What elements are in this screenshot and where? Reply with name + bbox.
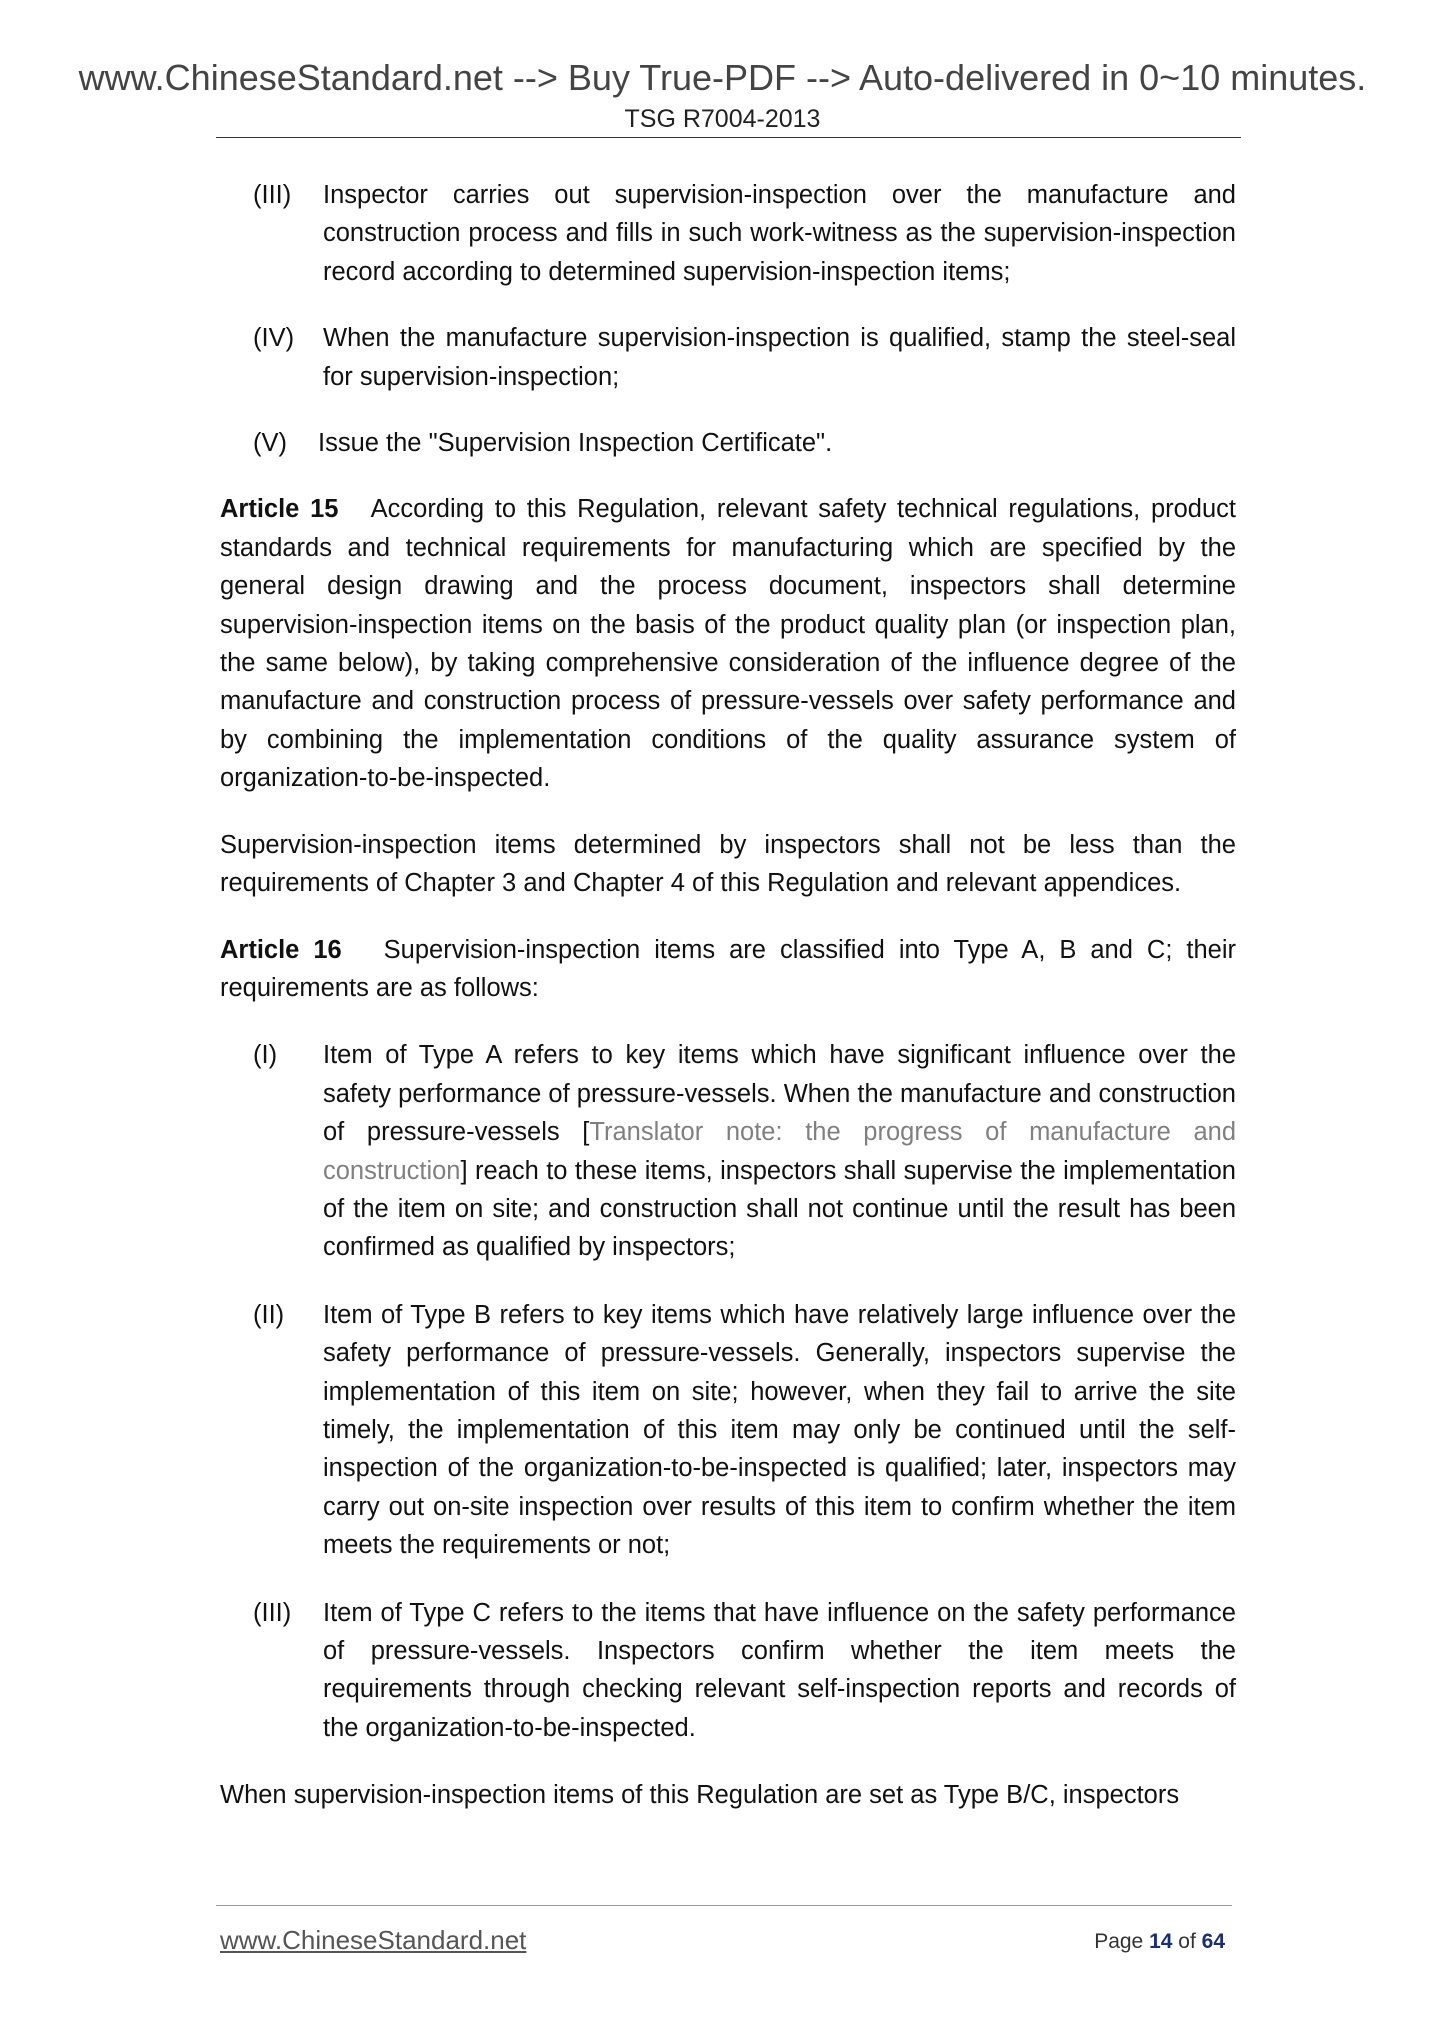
- header-divider: [216, 137, 1241, 138]
- article-15-paragraph-2: Supervision-inspection items determined by inspectors shall not be less than the requirements of Chapter 3 and Chapter 4 of this Regulation and relevant appendices.: [220, 830, 1236, 898]
- list-item: [220, 424, 1236, 462]
- page-content: [220, 176, 1236, 1815]
- list-item-number: (V): [253, 429, 287, 458]
- article-15-paragraph: [220, 490, 1236, 797]
- footer-website-link[interactable]: www.ChineseStandard.net: [220, 1925, 527, 1955]
- list-item-number: (I): [253, 1041, 278, 1070]
- article-15-text: According to this Regulation, relevant safety technical regulations, product standards and technical requirements for manufacturing which are specified by the general design drawing and the process document, inspectors shall determine supervision-inspection items on the basis of the product quality plan (or inspection plan, the same below), by taking comprehensive consideration of the influence degree of the manufacture and construction process of pressure-vessels over safety performance and by combining the implementation conditions of the quality assurance system of organization-to-be-inspected.: [220, 495, 1237, 793]
- list-item: [220, 319, 1236, 396]
- closing-paragraph: When supervision-inspection items of this Regulation are set as Type B/C, inspectors: [220, 1781, 1180, 1810]
- current-page: 14: [1149, 1930, 1173, 1953]
- translator-note: Translator note: the progress of manufacture and construction: [323, 1118, 1236, 1185]
- list-item: [220, 1036, 1236, 1266]
- footer-divider: [216, 1905, 1232, 1906]
- page-number: [1094, 1928, 1225, 1956]
- list-item-text-part: Item of Type A refers to key items which have significant influence over the safety performance of pressure-vessels. When the manufacture and construction of pressure-vessels [: [323, 1041, 1236, 1147]
- list-item-text: When the manufacture supervision-inspection is qualified, stamp the steel-seal for supervision-inspection;: [323, 324, 1236, 391]
- article-15-label: Article 15: [220, 495, 339, 524]
- total-pages: 64: [1201, 1930, 1225, 1953]
- page-of-label: of: [1178, 1930, 1196, 1953]
- article-16-label: Article 16: [220, 935, 342, 964]
- list-item-text: [323, 1036, 1236, 1266]
- list-item-number: (IV): [253, 324, 295, 353]
- list-item: [220, 1594, 1236, 1748]
- list-item-number: (III): [253, 1598, 292, 1627]
- list-item-number: (II): [253, 1300, 285, 1329]
- list-item-text: Item of Type C refers to the items that have influence on the safety performance of pressure-vessels. Inspectors confirm whether the item meets the requirements through checking relevant self-inspection reports and records of the organization-to-be-inspected.: [323, 1598, 1236, 1742]
- list-item: [220, 1296, 1236, 1565]
- list-item-text-part: ] reach to these items, inspectors shall supervise the implementation of the item on site; and construction shall not continue until the result has been confirmed as qualified by inspectors;: [323, 1156, 1236, 1262]
- page-label: Page: [1094, 1930, 1144, 1953]
- article-16-paragraph: [220, 931, 1236, 1008]
- list-item-number: (III): [253, 181, 292, 209]
- list-item-text: Issue the "Supervision Inspection Certificate".: [318, 429, 833, 458]
- list-item-text: Item of Type B refers to key items which have relatively large influence over the safety performance of pressure-vessels. Generally, inspectors supervise the implementation of this item on site; however, when they fail to arrive the site timely, the implementation of this item may only be continued until the self-inspection of the organization-to-be-inspected is qualified; later, inspectors may carry out on-site inspection over results of this item to confirm whether the item meets the requirements or not;: [323, 1300, 1236, 1560]
- article-16-text: Supervision-inspection items are classified into Type A, B and C; their requirements are as follows:: [220, 935, 1236, 1002]
- list-item: [220, 176, 1236, 291]
- list-item-text: Inspector carries out supervision-inspection over the manufacture and construction process and fills in such work-witness as the supervision-inspection record according to determined supervision-inspection items;: [323, 181, 1236, 286]
- header-banner[interactable]: www.ChineseStandard.net --> Buy True-PDF --> Auto-delivered in 0~10 minutes.: [78, 57, 1367, 98]
- document-number: TSG R7004-2013: [624, 105, 821, 133]
